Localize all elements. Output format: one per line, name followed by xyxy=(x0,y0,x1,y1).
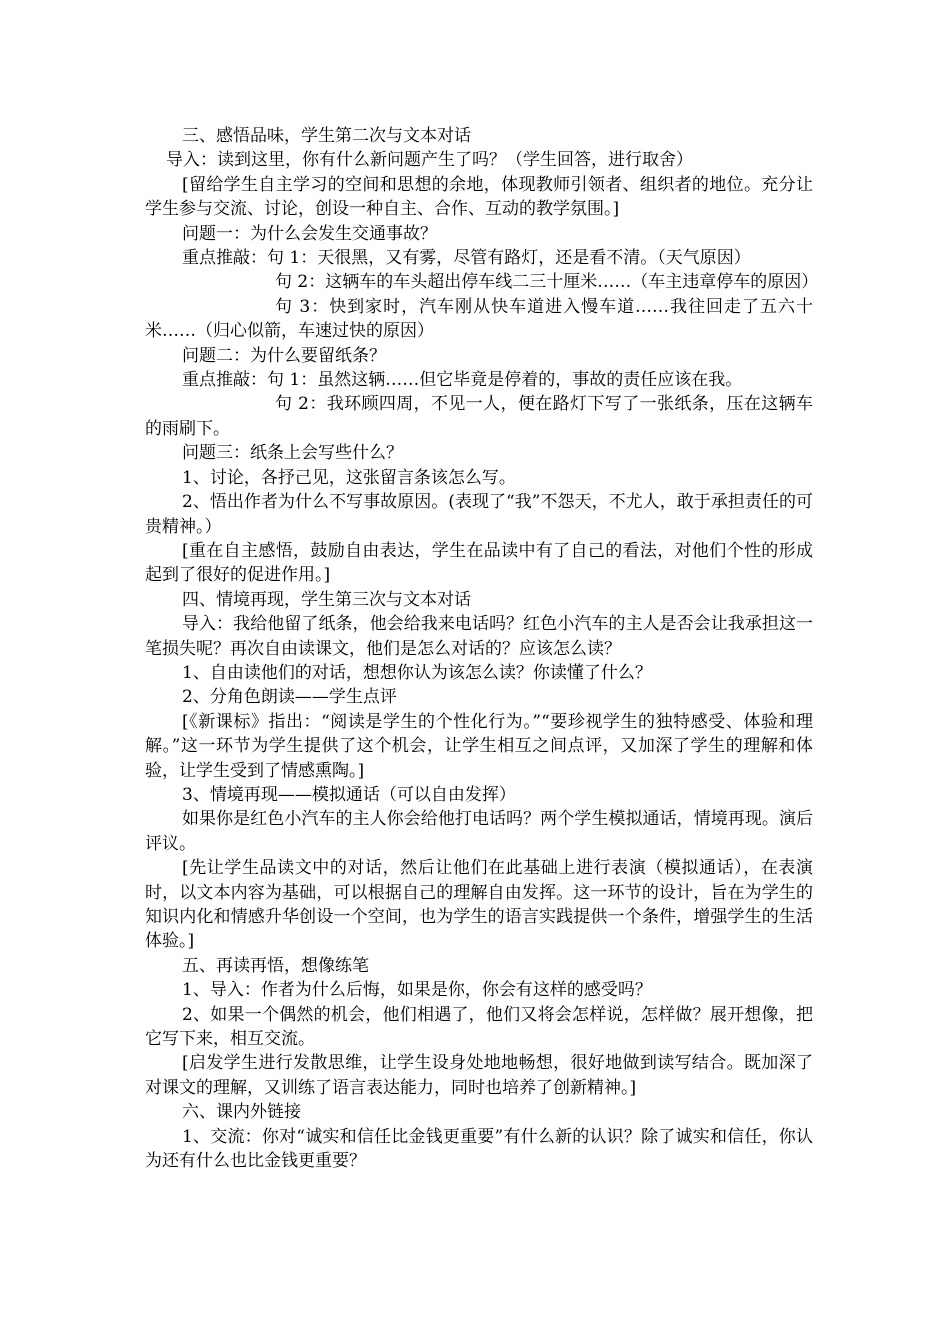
q2-sentence-1-paragraph: 重点推敲：句 1：虽然这辆……但它毕竟是停着的，事故的责任应该在我。 xyxy=(182,370,743,391)
q1-sentence-3-paragraph: 句 3：快到家时，汽车刚从快车道进入慢车道……我往回走了五六十米……（归心似箭，车速过快的原因） xyxy=(145,296,813,342)
s4-item-3-paragraph: 3、情境再现——模拟通话（可以自由发挥） xyxy=(182,784,516,805)
document-body xyxy=(145,124,819,1173)
s4-item-2-paragraph: 2、分角色朗读——学生点评 xyxy=(182,687,397,708)
s5-item-1-paragraph: 1、导入：作者为什么后悔，如果是你，你会有这样的感受吗？ xyxy=(182,980,652,1001)
q2-sentence-2-paragraph: 句 2：我环顾四周，不见一人，便在路灯下写了一张纸条，压在这辆车的雨刷下。 xyxy=(145,394,813,439)
section-4-heading-paragraph: 四、情境再现，学生第三次与文本对话 xyxy=(182,589,471,610)
section-3-heading-paragraph: 三、感悟品味，学生第二次与文本对话 xyxy=(182,126,471,146)
intro-4-paragraph: 导入：我给他留了纸条，他会给我来电话吗？红色小汽车的主人是否会让我承担这一笔损失呢？再次自由读课文，他们是怎么对话的？应该怎么读？ xyxy=(145,614,813,659)
s4-item-3-detail-paragraph: 如果你是红色小汽车的主人你会给他打电话吗？两个学生模拟通话，情境再现。演后评议。 xyxy=(145,809,813,854)
q3-item-2-paragraph: 2、悟出作者为什么不写事故原因。(表现了“我”不怨天，不尤人，敢于承担责任的可贵精神。） xyxy=(145,492,813,537)
note-4b-paragraph: [先让学生品读文中的对话，然后让他们在此基础上进行表演（模拟通话），在表演时，以文本内容为基础，可以根据自己的理解自由发挥。这一环节的设计，旨在为学生的知识内化和情感升华创设一个空间，也为学生的语言实践提供一个条件，增强学生的生活体验。] xyxy=(145,858,813,952)
question-3-paragraph: 问题三：纸条上会写些什么？ xyxy=(182,443,403,464)
note-3a-paragraph: [留给学生自主学习的空间和思想的余地，体现教师引领者、组织者的地位。充分让学生参与交流、讨论，创设一种自主、合作、互动的教学氛围。] xyxy=(145,174,813,220)
section-6-heading-paragraph: 六、课内外链接 xyxy=(182,1102,301,1123)
question-2-paragraph: 问题二：为什么要留纸条？ xyxy=(182,345,386,366)
question-1-paragraph: 问题一：为什么会发生交通事故？ xyxy=(182,223,437,244)
note-4a-paragraph: [《新课标》指出：“阅读是学生的个性化行为。”“要珍视学生的独特感受、体验和理解。”这一环节为学生提供了这个机会，让学生相互之间点评，又加深了学生的理解和体验，让学生受到了情感熏陶。] xyxy=(145,711,813,781)
intro-3-paragraph: 导入：读到这里，你有什么新问题产生了吗？（学生回答，进行取舍） xyxy=(166,150,693,171)
note-3b-paragraph: [重在自主感悟，鼓励自由表达，学生在品读中有了自己的看法，对他们个性的形成起到了很好的促进作用。] xyxy=(145,540,813,586)
note-5-paragraph: [启发学生进行发散思维，让学生设身处地地畅想，很好地做到读写结合。既加深了对课文的理解，又训练了语言表达能力，同时也培养了创新精神。] xyxy=(145,1053,813,1098)
q1-sentence-1-paragraph: 重点推敲：句 1：天很黑，又有雾，尽管有路灯，还是看不清。（天气原因） xyxy=(182,248,751,269)
s4-item-1-paragraph: 1、自由读他们的对话，想想你认为该怎么读？你读懂了什么？ xyxy=(182,662,652,683)
s5-item-2-paragraph: 2、如果一个偶然的机会，他们相遇了，他们又将会怎样说，怎样做？展开想像，把它写下来，相互交流。 xyxy=(145,1004,813,1050)
q3-item-1-paragraph: 1、讨论，各抒己见，这张留言条该怎么写。 xyxy=(182,467,516,488)
s6-item-1-paragraph: 1、交流：你对“诚实和信任比金钱更重要”有什么新的认识？除了诚实和信任，你认为还有什么也比金钱更重要？ xyxy=(145,1126,813,1172)
section-5-heading-paragraph: 五、再读再悟，想像练笔 xyxy=(182,955,369,976)
q1-sentence-2-paragraph: 句 2：这辆车的车头超出停车线二三十厘米……（车主违章停车的原因） xyxy=(275,272,819,293)
